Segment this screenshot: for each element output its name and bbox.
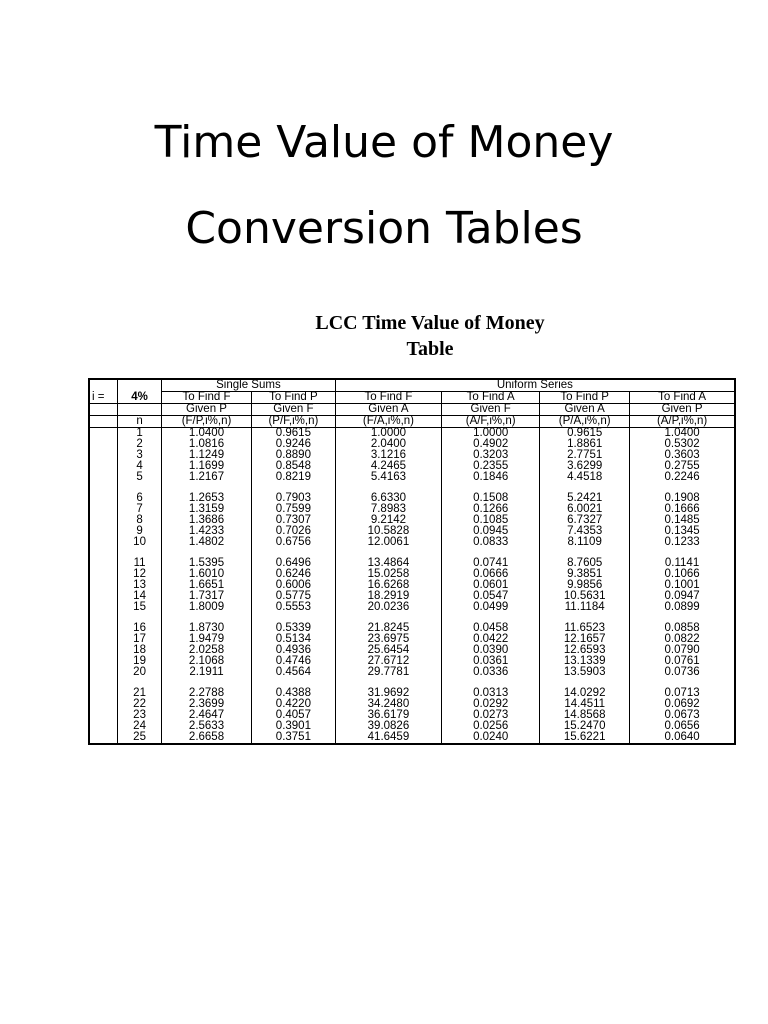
- table-spacer-row: [89, 678, 735, 688]
- factor-cell: 0.0499: [442, 602, 540, 613]
- col-formula: (P/A,i%,n): [540, 416, 630, 428]
- factor-cell: 0.0899: [630, 602, 735, 613]
- factor-cell: 0.0640: [630, 732, 735, 744]
- factor-cell: 4.2465: [335, 461, 441, 472]
- factor-cell: 34.2480: [335, 699, 441, 710]
- factor-cell: 1.0816: [162, 439, 252, 450]
- factor-cell: 0.0336: [442, 667, 540, 678]
- page-title-line-1: Time Value of Money: [154, 117, 614, 168]
- table-row: [89, 472, 735, 483]
- table-row: [89, 504, 735, 515]
- factor-cell: 2.1911: [162, 667, 252, 678]
- period-cell: 7: [118, 504, 162, 515]
- table-row: [89, 526, 735, 537]
- factor-cell: 0.5302: [630, 439, 735, 450]
- factor-cell: 0.1485: [630, 515, 735, 526]
- factor-cell: 20.0236: [335, 602, 441, 613]
- factor-cell: 0.5339: [251, 623, 335, 634]
- col-find: To Find F: [335, 392, 441, 404]
- factor-cell: 0.0858: [630, 623, 735, 634]
- period-cell: 18: [118, 645, 162, 656]
- factor-cell: 31.9692: [335, 688, 441, 699]
- period-cell: 5: [118, 472, 162, 483]
- factor-cell: 0.8219: [251, 472, 335, 483]
- factor-cell: 27.6712: [335, 656, 441, 667]
- col-formula: (A/P,i%,n): [630, 416, 735, 428]
- factor-cell: 15.2470: [540, 721, 630, 732]
- period-cell: 10: [118, 537, 162, 548]
- factor-cell: 0.7026: [251, 526, 335, 537]
- period-cell: 9: [118, 526, 162, 537]
- factor-cell: 0.0656: [630, 721, 735, 732]
- table-row: [89, 569, 735, 580]
- factor-cell: 0.4902: [442, 439, 540, 450]
- table-row: [89, 493, 735, 504]
- factor-cell: 0.5134: [251, 634, 335, 645]
- group-uniform-series: Uniform Series: [335, 379, 735, 392]
- factor-cell: 0.1508: [442, 493, 540, 504]
- table-spacer-row: [89, 483, 735, 493]
- factor-cell: 0.6246: [251, 569, 335, 580]
- factor-cell: 0.8890: [251, 450, 335, 461]
- factor-cell: 1.7317: [162, 591, 252, 602]
- table-row: [89, 450, 735, 461]
- table-caption-line-2: Table: [406, 338, 454, 360]
- factor-cell: 25.6454: [335, 645, 441, 656]
- factor-cell: 1.0000: [442, 428, 540, 440]
- factor-cell: 12.0061: [335, 537, 441, 548]
- n-label: n: [118, 416, 162, 428]
- table-row: [89, 558, 735, 569]
- factor-cell: 0.1846: [442, 472, 540, 483]
- factor-cell: 14.4511: [540, 699, 630, 710]
- period-cell: 17: [118, 634, 162, 645]
- factor-cell: 0.7307: [251, 515, 335, 526]
- table-row: [89, 515, 735, 526]
- period-cell: 23: [118, 710, 162, 721]
- factor-cell: 9.3851: [540, 569, 630, 580]
- factor-cell: 1.0400: [162, 428, 252, 440]
- factor-cell: 1.4802: [162, 537, 252, 548]
- factor-cell: 1.2167: [162, 472, 252, 483]
- table-row: [89, 667, 735, 678]
- factor-cell: 0.1085: [442, 515, 540, 526]
- period-cell: 16: [118, 623, 162, 634]
- col-find: To Find A: [442, 392, 540, 404]
- period-cell: 8: [118, 515, 162, 526]
- period-cell: 14: [118, 591, 162, 602]
- table-row: [89, 732, 735, 744]
- factor-cell: 11.6523: [540, 623, 630, 634]
- factor-cell: 1.5395: [162, 558, 252, 569]
- group-single-sums: Single Sums: [162, 379, 336, 392]
- table-row: [89, 623, 735, 634]
- factor-cell: 1.1249: [162, 450, 252, 461]
- factor-cell: 0.0741: [442, 558, 540, 569]
- factor-cell: 0.0666: [442, 569, 540, 580]
- factor-cell: 4.4518: [540, 472, 630, 483]
- factor-cell: 10.5631: [540, 591, 630, 602]
- table-row: [89, 656, 735, 667]
- factor-cell: 0.4936: [251, 645, 335, 656]
- factor-cell: 0.4746: [251, 656, 335, 667]
- factor-cell: 1.8009: [162, 602, 252, 613]
- col-given: Given F: [251, 404, 335, 416]
- page-title-line-2: Conversion Tables: [185, 203, 583, 254]
- factor-cell: 0.9615: [540, 428, 630, 440]
- factor-cell: 0.0673: [630, 710, 735, 721]
- factor-cell: 0.7903: [251, 493, 335, 504]
- factor-cell: 0.0713: [630, 688, 735, 699]
- table-row: [89, 721, 735, 732]
- col-find: To Find F: [162, 392, 252, 404]
- factor-cell: 0.0422: [442, 634, 540, 645]
- factor-cell: 0.0692: [630, 699, 735, 710]
- period-cell: 2: [118, 439, 162, 450]
- factor-cell: 0.0833: [442, 537, 540, 548]
- period-cell: 25: [118, 732, 162, 744]
- factor-cell: 2.0400: [335, 439, 441, 450]
- table-find-row: [89, 392, 735, 404]
- factor-cell: 0.0361: [442, 656, 540, 667]
- factor-cell: 1.0400: [630, 428, 735, 440]
- factor-cell: 1.6010: [162, 569, 252, 580]
- period-cell: 4: [118, 461, 162, 472]
- factor-cell: 0.5553: [251, 602, 335, 613]
- table-row: [89, 602, 735, 613]
- factor-cell: 0.0256: [442, 721, 540, 732]
- factor-cell: 0.0458: [442, 623, 540, 634]
- factor-cell: 13.1339: [540, 656, 630, 667]
- factor-cell: 1.3686: [162, 515, 252, 526]
- factor-cell: 6.7327: [540, 515, 630, 526]
- factor-cell: 21.8245: [335, 623, 441, 634]
- table-caption: [230, 310, 630, 362]
- factor-cell: 0.3751: [251, 732, 335, 744]
- page-title: [0, 100, 768, 272]
- period-cell: 13: [118, 580, 162, 591]
- factor-cell: 0.1001: [630, 580, 735, 591]
- col-formula: (F/A,i%,n): [335, 416, 441, 428]
- col-given: Given A: [335, 404, 441, 416]
- factor-cell: 0.2246: [630, 472, 735, 483]
- factor-cell: 0.1908: [630, 493, 735, 504]
- factor-cell: 13.4864: [335, 558, 441, 569]
- factor-cell: 8.1109: [540, 537, 630, 548]
- factor-cell: 0.0273: [442, 710, 540, 721]
- factor-cell: 11.1184: [540, 602, 630, 613]
- factor-cell: 0.1141: [630, 558, 735, 569]
- col-formula: (F/P,i%,n): [162, 416, 252, 428]
- factor-cell: 0.3203: [442, 450, 540, 461]
- table-row: [89, 428, 735, 440]
- table-spacer-row: [89, 613, 735, 623]
- factor-cell: 2.5633: [162, 721, 252, 732]
- table-row: [89, 645, 735, 656]
- factor-cell: 0.7599: [251, 504, 335, 515]
- col-given: Given P: [162, 404, 252, 416]
- factor-cell: 5.2421: [540, 493, 630, 504]
- table-given-row: [89, 404, 735, 416]
- period-cell: 19: [118, 656, 162, 667]
- factor-cell: 0.1345: [630, 526, 735, 537]
- factor-cell: 0.2755: [630, 461, 735, 472]
- factor-cell: 1.9479: [162, 634, 252, 645]
- factor-cell: 0.0790: [630, 645, 735, 656]
- period-cell: 22: [118, 699, 162, 710]
- tvm-factor-table: [88, 378, 736, 745]
- factor-cell: 1.1699: [162, 461, 252, 472]
- factor-cell: 0.4057: [251, 710, 335, 721]
- factor-cell: 1.6651: [162, 580, 252, 591]
- factor-cell: 2.6658: [162, 732, 252, 744]
- table-formula-row: [89, 416, 735, 428]
- factor-cell: 7.8983: [335, 504, 441, 515]
- factor-cell: 0.1266: [442, 504, 540, 515]
- col-formula: (P/F,i%,n): [251, 416, 335, 428]
- factor-cell: 0.9615: [251, 428, 335, 440]
- factor-cell: 0.4388: [251, 688, 335, 699]
- factor-cell: 9.9856: [540, 580, 630, 591]
- table-row: [89, 699, 735, 710]
- factor-cell: 3.1216: [335, 450, 441, 461]
- factor-cell: 0.1233: [630, 537, 735, 548]
- factor-cell: 0.1666: [630, 504, 735, 515]
- col-given: Given F: [442, 404, 540, 416]
- factor-cell: 39.0826: [335, 721, 441, 732]
- i-label: i =: [89, 392, 118, 404]
- factor-cell: 0.8548: [251, 461, 335, 472]
- factor-cell: 6.6330: [335, 493, 441, 504]
- period-cell: 20: [118, 667, 162, 678]
- factor-cell: 0.0761: [630, 656, 735, 667]
- factor-cell: 1.8861: [540, 439, 630, 450]
- factor-cell: 1.4233: [162, 526, 252, 537]
- factor-cell: 1.2653: [162, 493, 252, 504]
- factor-cell: 0.0292: [442, 699, 540, 710]
- col-given: Given P: [630, 404, 735, 416]
- period-cell: 6: [118, 493, 162, 504]
- table-spacer-row: [89, 548, 735, 558]
- factor-cell: 0.0240: [442, 732, 540, 744]
- period-cell: 1: [118, 428, 162, 440]
- factor-cell: 2.7751: [540, 450, 630, 461]
- factor-cell: 36.6179: [335, 710, 441, 721]
- factor-cell: 41.6459: [335, 732, 441, 744]
- table-row: [89, 688, 735, 699]
- table-caption-line-1: LCC Time Value of Money: [315, 312, 545, 334]
- factor-cell: 9.2142: [335, 515, 441, 526]
- table-row: [89, 710, 735, 721]
- col-find: To Find P: [540, 392, 630, 404]
- factor-cell: 5.4163: [335, 472, 441, 483]
- period-cell: 12: [118, 569, 162, 580]
- col-given: Given A: [540, 404, 630, 416]
- factor-cell: 13.5903: [540, 667, 630, 678]
- factor-cell: 23.6975: [335, 634, 441, 645]
- period-cell: 24: [118, 721, 162, 732]
- factor-cell: 0.3603: [630, 450, 735, 461]
- factor-cell: 0.0947: [630, 591, 735, 602]
- factor-cell: 2.1068: [162, 656, 252, 667]
- factor-cell: 0.6756: [251, 537, 335, 548]
- col-find: To Find A: [630, 392, 735, 404]
- factor-cell: 10.5828: [335, 526, 441, 537]
- factor-cell: 1.8730: [162, 623, 252, 634]
- interest-rate: 4%: [118, 392, 162, 404]
- factor-cell: 0.0313: [442, 688, 540, 699]
- factor-cell: 1.0000: [335, 428, 441, 440]
- factor-cell: 2.3699: [162, 699, 252, 710]
- factor-cell: 0.6006: [251, 580, 335, 591]
- table-row: [89, 591, 735, 602]
- table-row: [89, 634, 735, 645]
- table-row: [89, 580, 735, 591]
- period-cell: 15: [118, 602, 162, 613]
- factor-cell: 0.3901: [251, 721, 335, 732]
- factor-cell: 2.4647: [162, 710, 252, 721]
- table-row: [89, 439, 735, 450]
- factor-cell: 0.6496: [251, 558, 335, 569]
- factor-cell: 0.9246: [251, 439, 335, 450]
- period-cell: 11: [118, 558, 162, 569]
- factor-cell: 0.0547: [442, 591, 540, 602]
- factor-cell: 0.4220: [251, 699, 335, 710]
- factor-cell: 2.0258: [162, 645, 252, 656]
- factor-cell: 15.0258: [335, 569, 441, 580]
- factor-cell: 3.6299: [540, 461, 630, 472]
- factor-cell: 6.0021: [540, 504, 630, 515]
- factor-cell: 0.1066: [630, 569, 735, 580]
- factor-cell: 29.7781: [335, 667, 441, 678]
- factor-cell: 15.6221: [540, 732, 630, 744]
- factor-cell: 0.2355: [442, 461, 540, 472]
- factor-cell: 0.0945: [442, 526, 540, 537]
- col-find: To Find P: [251, 392, 335, 404]
- factor-cell: 7.4353: [540, 526, 630, 537]
- factor-cell: 16.6268: [335, 580, 441, 591]
- factor-cell: 0.0736: [630, 667, 735, 678]
- period-cell: 3: [118, 450, 162, 461]
- factor-cell: 0.0390: [442, 645, 540, 656]
- table-row: [89, 537, 735, 548]
- factor-cell: 1.3159: [162, 504, 252, 515]
- period-cell: 21: [118, 688, 162, 699]
- factor-cell: 0.0822: [630, 634, 735, 645]
- table-body: [89, 379, 735, 744]
- factor-cell: 14.8568: [540, 710, 630, 721]
- factor-cell: 18.2919: [335, 591, 441, 602]
- factor-cell: 0.5775: [251, 591, 335, 602]
- col-formula: (A/F,i%,n): [442, 416, 540, 428]
- factor-cell: 0.0601: [442, 580, 540, 591]
- table-row: [89, 461, 735, 472]
- table-group-header-row: [89, 379, 735, 392]
- factor-cell: 12.1657: [540, 634, 630, 645]
- factor-cell: 8.7605: [540, 558, 630, 569]
- factor-cell: 0.4564: [251, 667, 335, 678]
- factor-cell: 12.6593: [540, 645, 630, 656]
- factor-cell: 14.0292: [540, 688, 630, 699]
- factor-cell: 2.2788: [162, 688, 252, 699]
